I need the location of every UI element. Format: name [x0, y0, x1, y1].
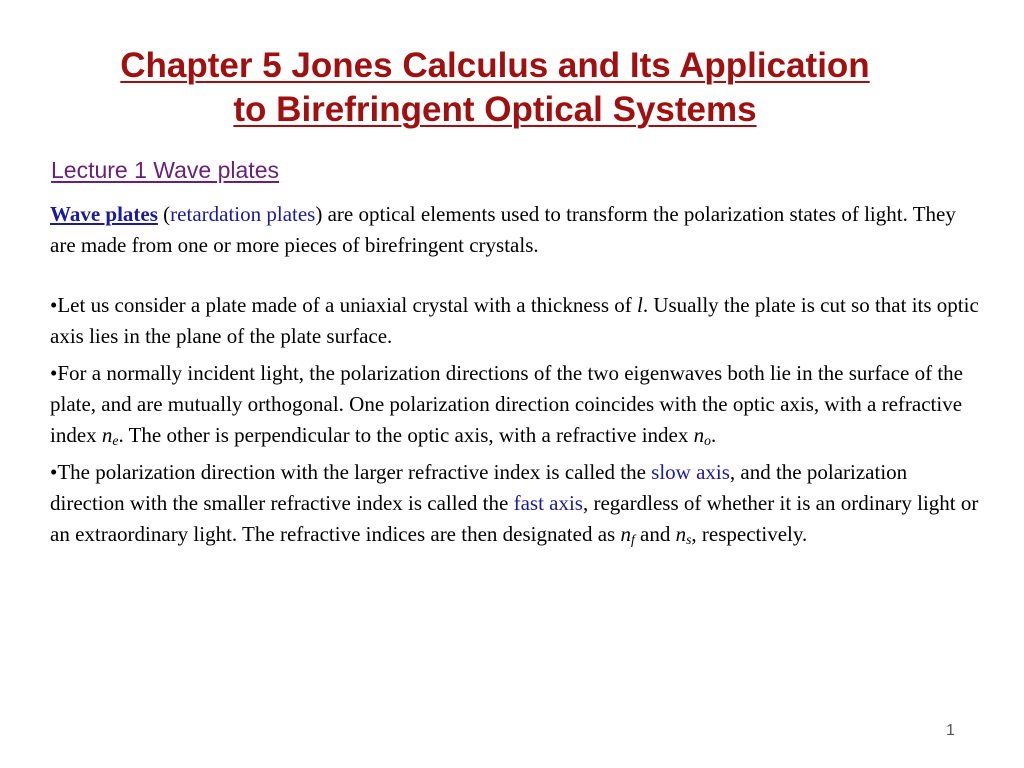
- fast-axis-term: fast axis: [513, 491, 583, 515]
- n-e-subscript: e: [112, 433, 119, 448]
- n-f-subscript: f: [630, 532, 635, 547]
- slide-body: [50, 199, 985, 550]
- bullet2-text-b: . The other is perpendicular to the optic axis, with a refractive index: [118, 423, 694, 447]
- bullet3-text-d: , respectively.: [691, 522, 808, 546]
- n-s-base: n: [675, 522, 687, 546]
- n-s-symbol: [676, 522, 692, 546]
- bullet3-text-a: •The polarization direction with the larger refractive index is called the: [50, 460, 652, 484]
- bullet3-text-b: , and the polarization direction with the smaller refractive index is called the: [50, 460, 908, 515]
- bullet3-and: and: [634, 522, 676, 546]
- title-line-1: Chapter 5 Jones Calculus and Its Application: [120, 46, 870, 85]
- n-o-subscript: o: [704, 433, 711, 448]
- bullet1-text-b: . Usually the plate is cut so that its optic axis lies in the plane of the plate surface.: [50, 293, 979, 348]
- intro-paragraph: [50, 199, 985, 261]
- retardation-plates-term: retardation plates: [170, 202, 316, 226]
- page-number: 1: [946, 722, 955, 739]
- intro-open-paren: (: [157, 202, 171, 226]
- n-f-symbol: [620, 522, 634, 546]
- title-line-2: to Birefringent Optical Systems: [233, 90, 757, 129]
- bullet-eigenwaves: [50, 358, 985, 451]
- thickness-var: l: [637, 293, 643, 317]
- bullet2-text-c: .: [710, 423, 717, 447]
- slide-title: [0, 44, 990, 132]
- bullet-thickness: [50, 290, 985, 352]
- lecture-subtitle: Lecture 1 Wave plates: [51, 157, 279, 183]
- n-e-symbol: [102, 423, 119, 447]
- n-e-base: n: [101, 423, 113, 447]
- n-f-base: n: [620, 522, 631, 546]
- n-o-base: n: [693, 423, 705, 447]
- bullet3-text-c: , regardless of whether it is an ordinary light or an extraordinary light. The refractive indices are then designated as: [50, 491, 979, 546]
- slow-axis-term: slow axis: [651, 460, 730, 484]
- intro-rest: ) are optical elements used to transform the polarization states of light. They are made from one or more pieces of birefringent crystals.: [50, 202, 956, 257]
- n-s-subscript: s: [686, 532, 692, 547]
- bullet1-text-a: •Let us consider a plate made of a uniaxial crystal with a thickness of: [50, 293, 637, 317]
- bullet-axes: [50, 457, 985, 550]
- wave-plates-link[interactable]: Wave plates: [50, 202, 158, 226]
- bullet2-text-a: •For a normally incident light, the polarization directions of the two eigenwaves both lie in the surface of the plate, and are mutually orthogonal. One polarization direction coincides with the optic axis, with a refractive index: [50, 361, 964, 447]
- n-o-symbol: [694, 423, 711, 447]
